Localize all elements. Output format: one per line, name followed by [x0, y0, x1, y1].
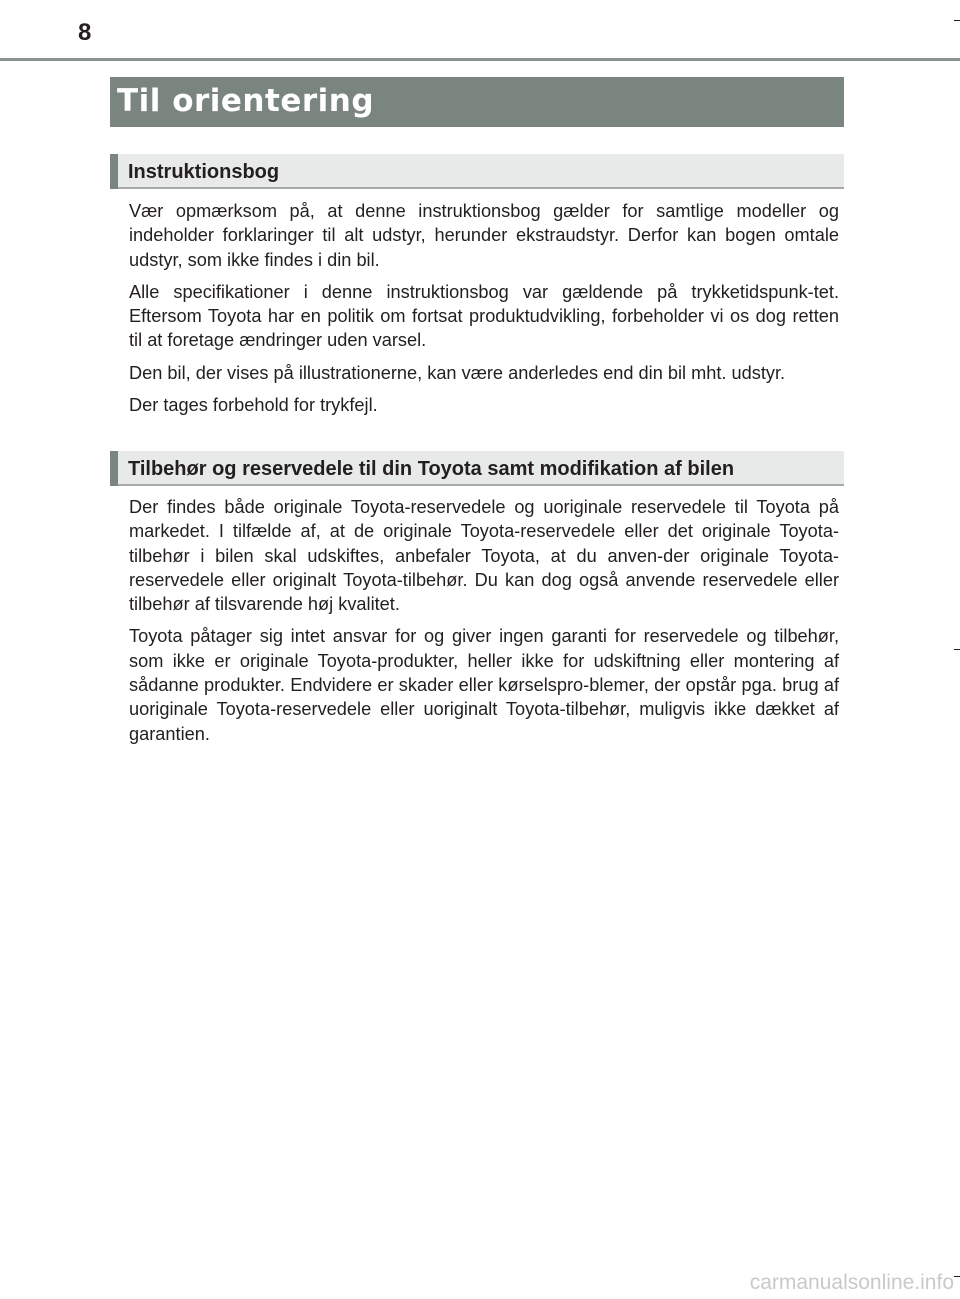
paragraph: Toyota påtager sig intet ansvar for og giver ingen garanti for reservedele og tilbehør, som ikke er originale Toyota-produkter, heller ikke for udskiftning eller montering af sådanne produkter. Endvidere er skader eller kørselspro-blemer, der opstår pga. brug af uoriginale Toyota-reservedele eller uoriginalt Toyota-tilbehør, muligvis ikke dækket af garantien. — [129, 626, 839, 744]
section-body-tilbehoer — [129, 495, 839, 754]
paragraph: Den bil, der vises på illustrationerne, kan være anderledes end din bil mht. udstyr. — [129, 362, 786, 383]
crop-mark-top — [954, 20, 960, 21]
chapter-title: Til orientering — [117, 83, 375, 119]
paragraph: Der findes både originale Toyota-reservedele og uoriginale reservedele til Toyota på markedet. I tilfælde af, at de originale Toyota-reservedele eller det originale Toyota-tilbehør i bilen skal udskiftes, anbefaler Toyota, at du anven-der originale Toyota-reservedele eller originalt Toyota-tilbehør. Du kan dog også anvende reservedele eller tilbehør af tilsvarende høj kvalitet. — [129, 497, 839, 615]
top-rule — [0, 58, 960, 61]
paragraph: Der tages forbehold for trykfejl. — [129, 395, 378, 416]
paragraph: Vær opmærksom på, at denne instruktionsbog gælder for samtlige modeller og indeholder forklaringer til alt udstyr, herunder ekstraudstyr. Derfor kan bogen omtale udstyr, som ikke findes i din bil. — [129, 201, 839, 270]
crop-mark-middle — [954, 649, 960, 650]
section-header-tilbehoer — [110, 451, 844, 486]
section-header-instruktionsbog — [110, 154, 844, 189]
paragraph: Alle specifikationer i denne instruktionsbog var gældende på trykketidspunk-tet. Eftersom Toyota har en politik om fortsat produktudvikling, forbeholder vi os dog retten til at foretage ændringer uden varsel. — [129, 281, 839, 351]
crop-mark-bottom — [954, 1276, 960, 1277]
page-number: 8 — [78, 19, 92, 46]
section-title: Instruktionsbog — [128, 161, 280, 183]
section-accent-bar — [110, 154, 118, 189]
footer-watermark: carmanualsonline.info — [749, 1271, 954, 1294]
section-accent-bar — [110, 451, 118, 486]
section-body-instruktionsbog — [129, 199, 839, 425]
section-title: Tilbehør og reservedele til din Toyota samt modifikation af bilen — [128, 458, 735, 480]
